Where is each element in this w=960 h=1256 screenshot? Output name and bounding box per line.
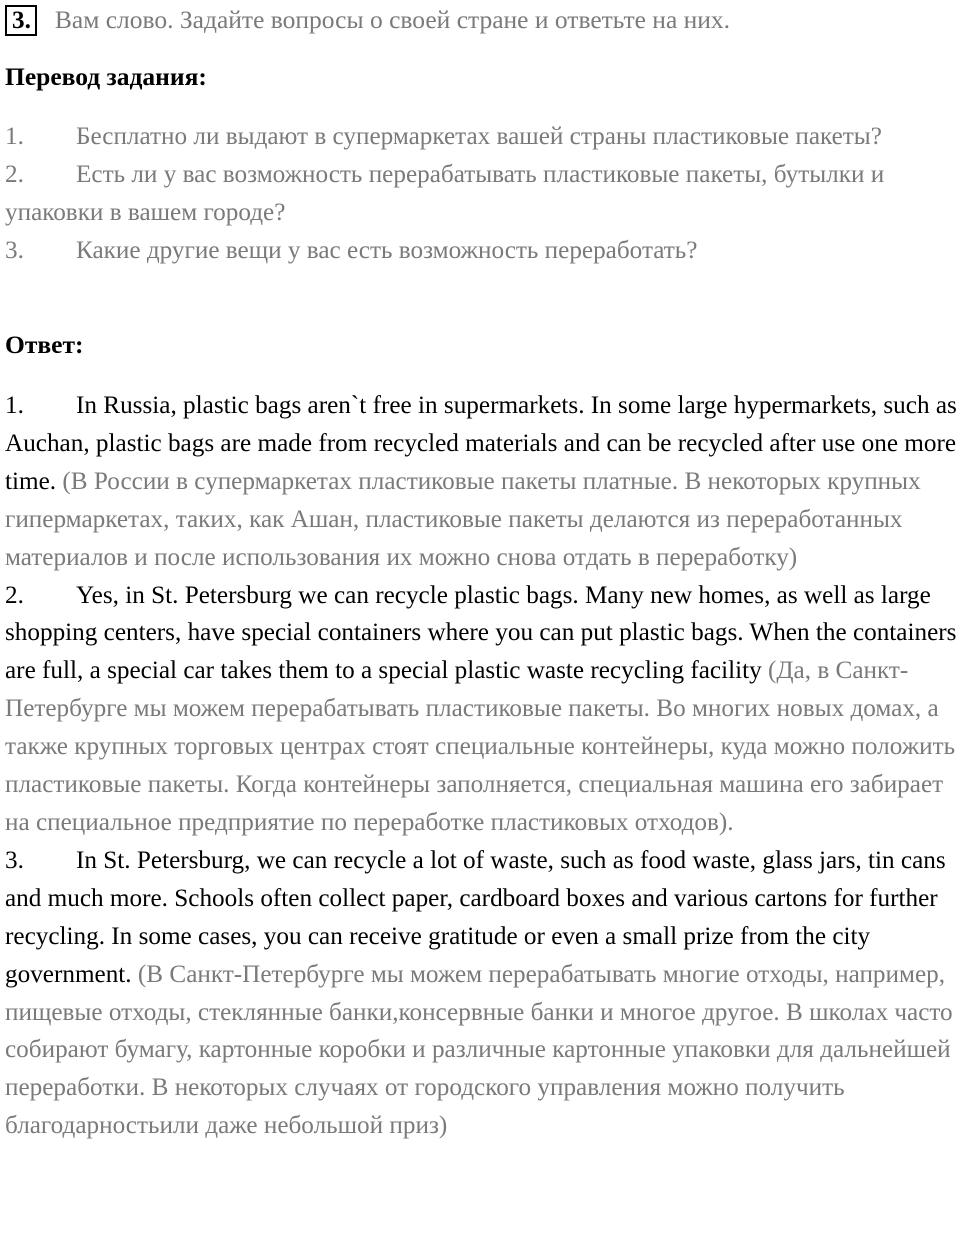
- answer-english: In St. Petersburg, we can recycle a lot of waste, such as food waste, glass jars, tin cans and much more. Schools often collect paper, cardboard boxes and various cartons for further recycling. In some cases, you can receive gratitude or even a small prize from the city government.: [5, 846, 946, 988]
- answer-russian: (В России в супермаркетах пластиковые пакеты платные. В некоторых крупных гипермаркетах, таких, как Ашан, пластиковые пакеты делаются из переработанных материалов и после использования их можно снова отдать в переработку): [5, 467, 921, 571]
- item-text: Есть ли у вас возможность перерабатывать пластиковые пакеты, бутылки и упаковки в вашем городе?: [5, 160, 885, 226]
- translation-item: [5, 232, 957, 270]
- item-number: 3.: [5, 846, 24, 874]
- answer-russian: (Да, в Санкт-Петербурге мы можем перерабатывать пластиковые пакеты. Во многих новых домах, а также крупных торговых центрах стоят специальные контейнеры, куда можно положить пластиковые пакеты. Когда контейнеры заполняется, специальная машина его забирает на специальное предприятие по переработке пластиковых отходов).: [5, 657, 956, 836]
- translation-item: [5, 156, 957, 232]
- item-number: 1.: [5, 392, 24, 419]
- item-text: Какие другие вещи у вас есть возможность переработать?: [76, 236, 698, 264]
- item-number: 2.: [5, 581, 24, 609]
- translation-list: [5, 118, 957, 270]
- task-number-box: 3.: [5, 5, 37, 36]
- answer-item: [5, 577, 957, 842]
- item-number: 3.: [5, 236, 24, 264]
- answer-russian: (В Санкт-Петербурге мы можем перерабатывать многие отходы, например, пищевые отходы, стеклянные банки,консервные банки и многое другое. В школах часто собирают бумагу, картонные коробки и различные картонные упаковки для дальнейшей переработки. В некоторых случаях от городского управления можно получить благодарностьили даже небольшой приз): [5, 960, 953, 1140]
- task-text: Вам слово. Задайте вопросы о своей стране и ответьте на них.: [54, 5, 731, 34]
- answer-english: Yes, in St. Petersburg we can recycle plastic bags. Many new homes, as well as large shopping centers, have special containers where you can put plastic bags. When the containers are full, a special car takes them to a special plastic waste recycling facility: [5, 581, 957, 685]
- item-number: 1.: [5, 123, 24, 150]
- answer-list: [5, 387, 957, 1145]
- answer-english: In Russia, plastic bags aren`t free in supermarkets. In some large hypermarkets, such as Auchan, plastic bags are made from recycled materials and can be recycled after use one more time.: [5, 392, 957, 495]
- translation-item: [5, 118, 957, 156]
- translation-heading: Перевод задания:: [5, 62, 207, 91]
- answer-item: [5, 387, 957, 577]
- item-number: 2.: [5, 160, 24, 188]
- answer-item: [5, 842, 957, 1145]
- answer-heading: Ответ:: [5, 330, 84, 359]
- item-text: Бесплатно ли выдают в супермаркетах вашей страны пластиковые пакеты?: [76, 123, 882, 150]
- task-header: [5, 2, 730, 38]
